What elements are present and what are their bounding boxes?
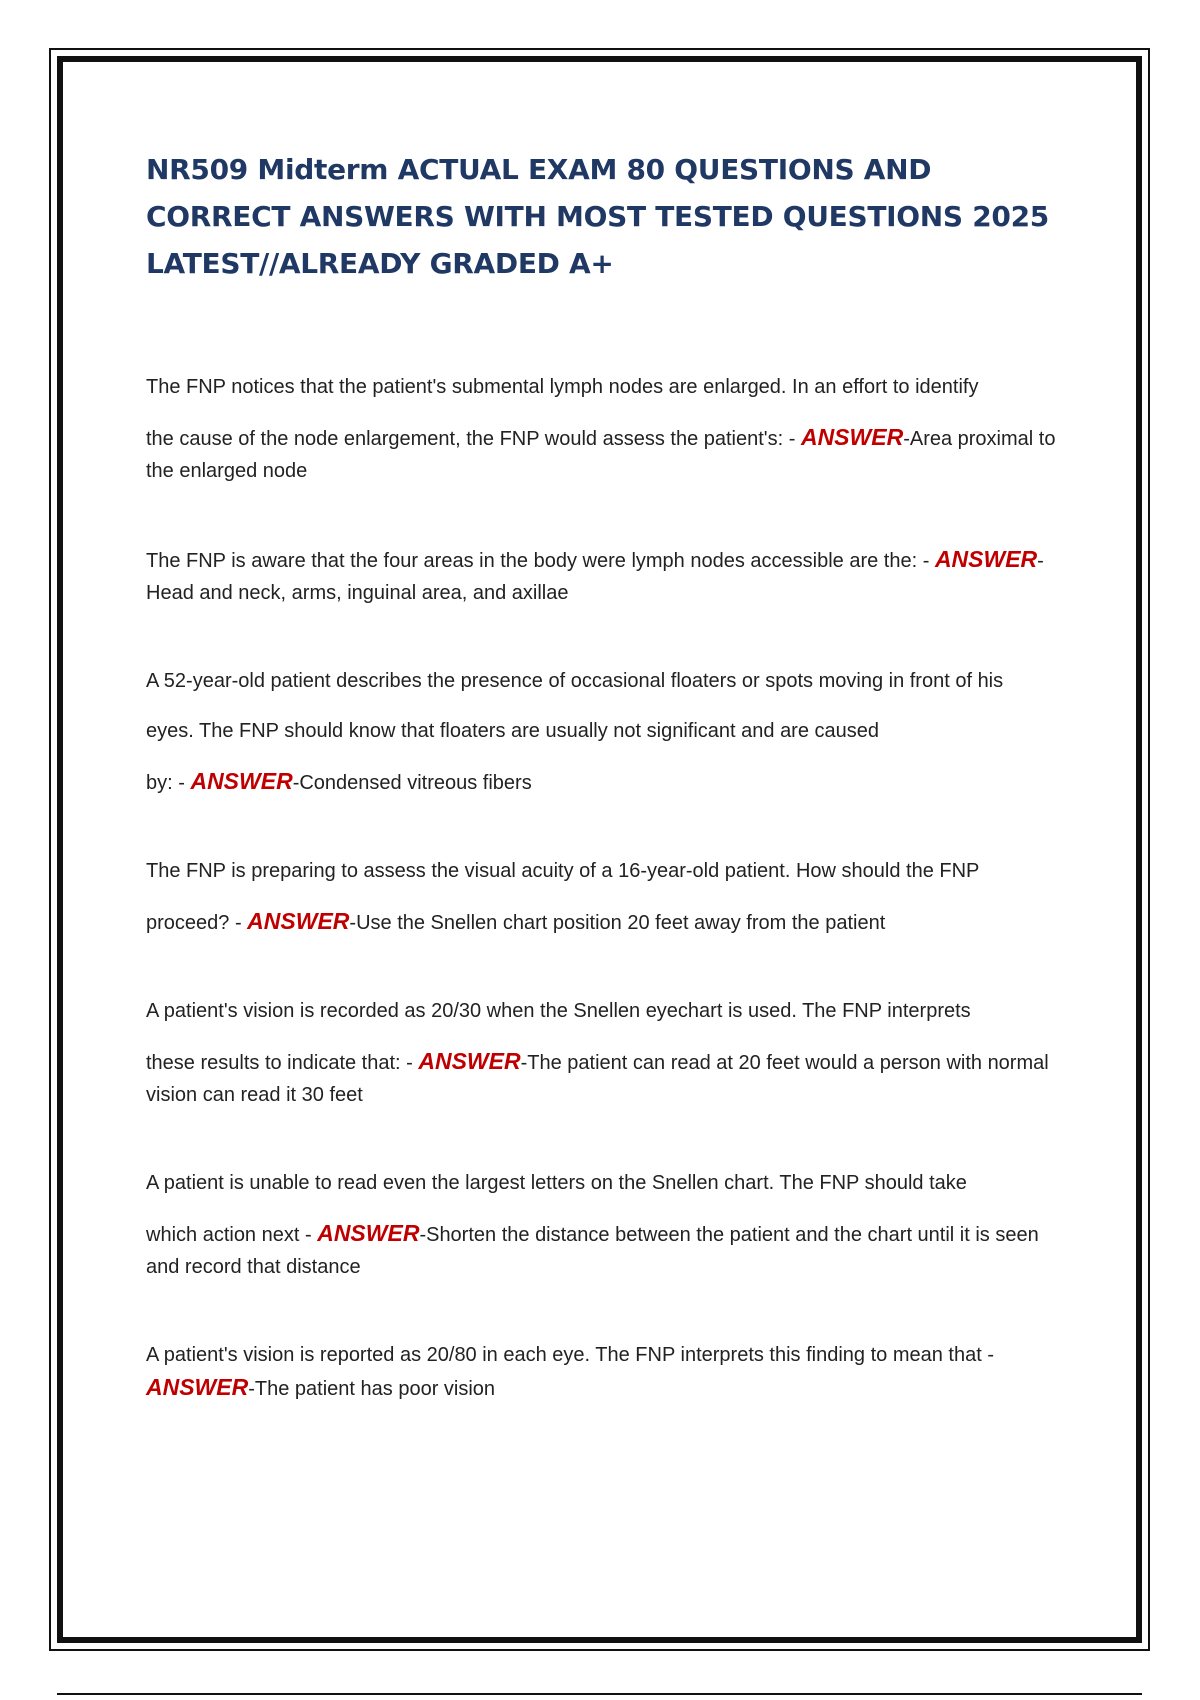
answer-label: ANSWER bbox=[190, 768, 293, 794]
answer-text: -Condensed vitreous fibers bbox=[292, 772, 532, 794]
qa-item bbox=[146, 543, 1066, 609]
answer-label: ANSWER bbox=[934, 546, 1038, 572]
question-stem: which action next - bbox=[146, 1224, 318, 1246]
question-stem: these results to indicate that: - bbox=[146, 1052, 419, 1074]
answer-text: -Use the Snellen chart position 20 feet away from the patient bbox=[349, 912, 886, 934]
question-line: A patient's vision is recorded as 20/30 when the Snellen eyechart is used. The FNP interprets bbox=[146, 1000, 971, 1022]
qa-item bbox=[146, 371, 1066, 487]
qa-item bbox=[146, 665, 1066, 799]
answer-text: -Head and neck, arms, inguinal area, and axillae bbox=[146, 550, 1044, 604]
answer-line bbox=[146, 1217, 1066, 1283]
answer-text: -The patient can read at 20 feet would a person with normal vision can read it 30 feet bbox=[146, 1052, 1049, 1106]
question-line: eyes. The FNP should know that floaters are usually not significant and are caused bbox=[146, 720, 880, 742]
qa-item bbox=[146, 995, 1066, 1111]
answer-label: ANSWER bbox=[146, 1374, 249, 1400]
question-line: A 52-year-old patient describes the presence of occasional floaters or spots moving in front of his bbox=[146, 670, 1004, 692]
answer-text: -The patient has poor vision bbox=[248, 1378, 496, 1400]
document-body bbox=[146, 146, 1066, 1405]
question-stem: The FNP is aware that the four areas in the body were lymph nodes accessible are the: - bbox=[146, 550, 935, 572]
answer-label: ANSWER bbox=[800, 424, 904, 450]
qa-list bbox=[146, 371, 1066, 1405]
question-stem: A patient's vision is reported as 20/80 in each eye. The FNP interprets this finding to mean that - bbox=[146, 1344, 994, 1366]
answer-line bbox=[146, 1339, 1066, 1405]
answer-label: ANSWER bbox=[317, 1220, 420, 1246]
answer-line bbox=[146, 421, 1066, 487]
next-page-rule bbox=[57, 1693, 1142, 1695]
answer-line bbox=[146, 543, 1066, 609]
qa-item bbox=[146, 1339, 1066, 1405]
answer-text: -Area proximal to the enlarged node bbox=[146, 428, 1056, 482]
answer-label: ANSWER bbox=[418, 1048, 521, 1074]
question-stem: proceed? - bbox=[146, 912, 248, 934]
answer-text: -Shorten the distance between the patient and the chart until it is seen and record that distance bbox=[146, 1224, 1039, 1278]
question-line: A patient is unable to read even the largest letters on the Snellen chart. The FNP should take bbox=[146, 1172, 967, 1194]
qa-item bbox=[146, 855, 1066, 939]
qa-item bbox=[146, 1167, 1066, 1283]
question-line: The FNP is preparing to assess the visual acuity of a 16-year-old patient. How should the FNP bbox=[146, 860, 980, 882]
answer-label: ANSWER bbox=[247, 908, 350, 934]
question-line: The FNP notices that the patient's submental lymph nodes are enlarged. In an effort to identify bbox=[146, 376, 979, 398]
answer-line bbox=[146, 765, 1066, 799]
question-stem: the cause of the node enlargement, the FNP would assess the patient's: - bbox=[146, 428, 801, 450]
answer-line bbox=[146, 1045, 1066, 1111]
answer-line bbox=[146, 905, 1066, 939]
question-stem: by: - bbox=[146, 772, 191, 794]
document-title: NR509 Midterm ACTUAL EXAM 80 QUESTIONS AND CORRECT ANSWERS WITH MOST TESTED QUESTIONS 2025 LATEST//ALREADY GRADED A+ bbox=[146, 153, 1049, 280]
